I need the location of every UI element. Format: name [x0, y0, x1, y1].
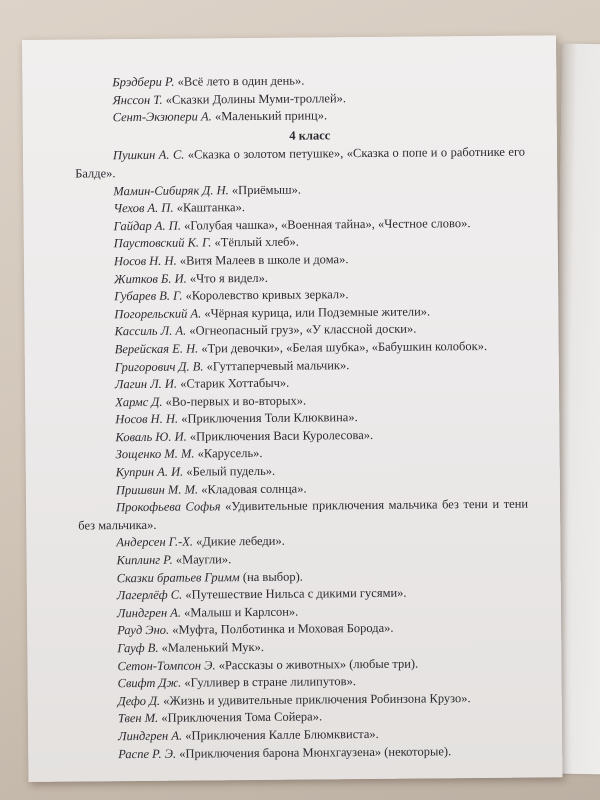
- author: Твен М.: [117, 711, 159, 726]
- author: Зощенко М. М.: [115, 446, 195, 462]
- book-title: «Белый пудель».: [186, 463, 276, 479]
- book-title: «Три девочки», «Белая шубка», «Бабушкин колобок».: [201, 338, 488, 356]
- book-title: «Приёмыш».: [231, 182, 302, 197]
- author: Киплинг Р.: [116, 552, 173, 568]
- author: Сетон-Томпсон Э.: [117, 657, 216, 673]
- author: Гауф В.: [117, 640, 159, 656]
- section-heading: 4 класс: [289, 128, 331, 143]
- book-title: «Чёрная курица, или Подземные жители».: [204, 304, 431, 321]
- author: Лагин Л. И.: [114, 376, 178, 392]
- author: Носов Н. Н.: [113, 253, 177, 269]
- author: Кассиль Л. А.: [114, 323, 187, 339]
- book-title: «Приключения Калле Блюмквиста».: [185, 726, 379, 743]
- author: Свифт Дж.: [117, 675, 182, 691]
- book-title: «Каштанка».: [176, 200, 245, 215]
- author: Пушкин А. С.: [112, 147, 185, 163]
- author: Носов Н. Н.: [115, 411, 179, 427]
- book-title: «Голубая чашка», «Военная тайна», «Честное слово».: [183, 215, 471, 233]
- book-title: «Рассказы о животных» (любые три).: [218, 656, 419, 672]
- author: Гайдар А. П.: [113, 218, 181, 233]
- author: Сказки братьев Гримм: [116, 569, 240, 585]
- author: Коваль Ю. И.: [115, 429, 187, 445]
- document-page: [22, 35, 562, 782]
- book-title: «Гулливер в стране лилипутов».: [184, 674, 356, 690]
- author: Прокофьева Софья: [116, 499, 221, 515]
- author: Погорельский А.: [114, 306, 202, 321]
- book-title: «Огнеопасный груз», «У классной доски».: [189, 321, 417, 338]
- book-title: «Приключения Тома Сойера».: [161, 709, 323, 726]
- list-item: [75, 144, 525, 183]
- author: Верейская Е. Н.: [114, 341, 199, 357]
- author: Линдгрен А.: [118, 728, 183, 744]
- author: Рауд Эно.: [117, 623, 170, 638]
- book-title: «Во-первых и во-вторых».: [165, 393, 307, 409]
- author: Пришвин М. М.: [115, 482, 199, 497]
- author: Сент-Экзюпери А.: [112, 109, 212, 125]
- book-title: «Что я видел».: [189, 270, 269, 286]
- reading-list: [74, 71, 530, 764]
- author: Григорович Д. В.: [114, 358, 204, 374]
- author: Житков Б. И.: [114, 271, 187, 286]
- book-title: «Маленький Мук».: [161, 639, 264, 655]
- author: Янссон Т.: [112, 92, 163, 107]
- author: Брэдбери Р.: [112, 74, 175, 90]
- book-title: «Дикие лебеди».: [196, 534, 285, 549]
- author: Чехов А. П.: [113, 200, 174, 216]
- book-title: «Малыш и Карлсон».: [184, 604, 299, 620]
- book-title: «Приключения Васи Куролесова».: [189, 427, 374, 444]
- book-title: «Сказки Долины Муми-троллей».: [165, 90, 347, 107]
- book-title: «Приключения Толи Клюквина».: [181, 410, 358, 426]
- book-title: «Тёплый хлеб».: [214, 234, 299, 250]
- book-title: «Сказка о золотом петушке», «Сказка о попе и о работнике его Балде».: [75, 144, 526, 181]
- book-title: «Приключения барона Мюнхгаузена» (некоторые).: [179, 743, 452, 761]
- book-title: «Всё лето в один день».: [177, 73, 305, 89]
- book-title: «Маленький принц».: [214, 108, 328, 124]
- book-title: «Жизнь и удивительные приключения Робинзона Крузо».: [163, 690, 471, 708]
- author: Линдгрен А.: [116, 605, 182, 621]
- author: Паустовский К. Г.: [113, 235, 212, 251]
- book-title: «Муфта, Полботинка и Моховая Борода».: [172, 621, 394, 638]
- list-item: [75, 106, 525, 128]
- book-title: «Карусель».: [197, 446, 263, 461]
- book-title: «Гуттаперчевый мальчик».: [206, 357, 350, 373]
- author: Распе Р. Э.: [118, 746, 177, 761]
- author: Губарев В. Г.: [114, 288, 183, 304]
- author: Хармс Д.: [115, 394, 163, 409]
- list-item: [78, 496, 528, 535]
- book-title: «Маугли».: [175, 552, 232, 567]
- author: Куприн А. И.: [115, 464, 184, 480]
- book-title: «Кладовая солнца».: [201, 481, 307, 497]
- book-title: (на выбор).: [242, 569, 303, 584]
- author: Мамин-Сибиряк Д. Н.: [113, 182, 229, 198]
- book-title: «Удивительные приключения мальчика без тени и тени без мальчика».: [78, 496, 529, 533]
- book-title: «Королевство кривых зеркал».: [185, 287, 349, 303]
- author: Андерсен Г.-Х.: [116, 534, 194, 550]
- author: Лагерлёф С.: [116, 587, 183, 603]
- list-item: [80, 742, 530, 764]
- book-title: «Старик Хоттабыч».: [180, 375, 290, 391]
- book-title: «Витя Малеев в школе и дома».: [179, 252, 349, 268]
- book-title: «Путешествие Нильса с дикими гусями».: [185, 585, 407, 602]
- author: Дефо Д.: [117, 693, 161, 708]
